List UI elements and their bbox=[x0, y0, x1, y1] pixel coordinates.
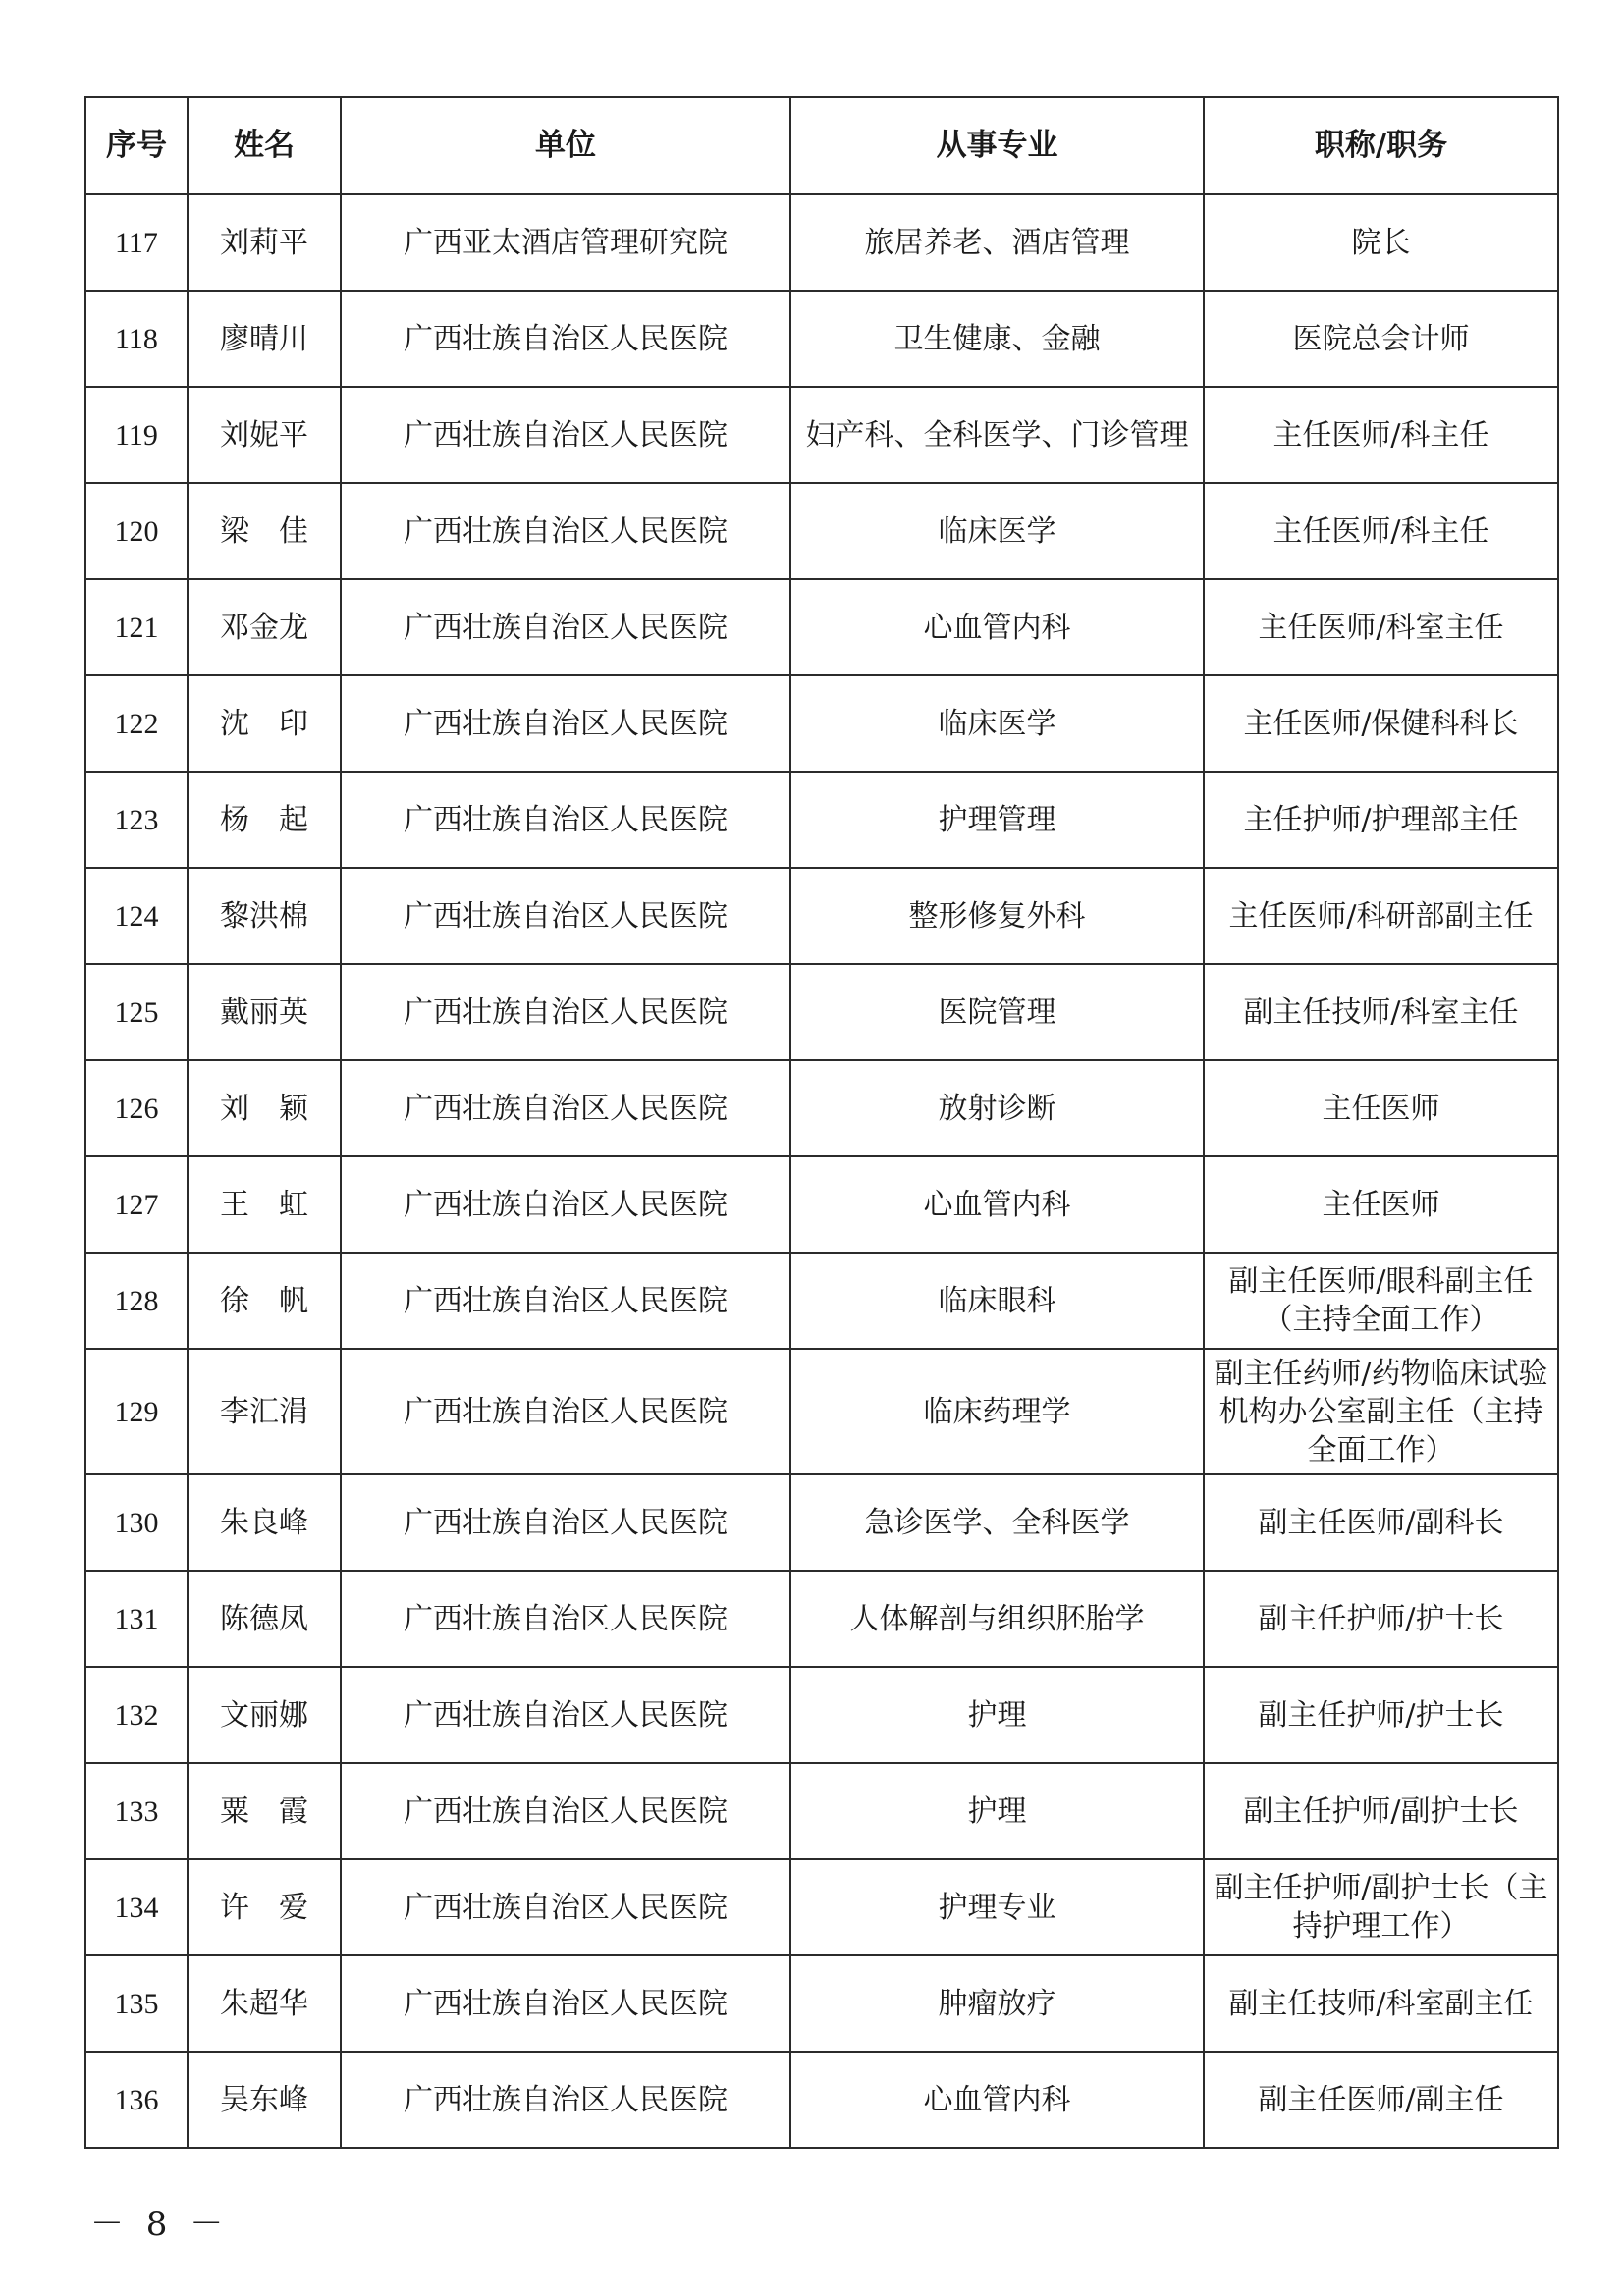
cell-major: 整形修复外科 bbox=[790, 868, 1204, 964]
header-unit: 单位 bbox=[341, 97, 790, 194]
table-row bbox=[85, 1955, 1558, 2052]
cell-name: 许 爱 bbox=[188, 1859, 341, 1955]
cell-major: 旅居养老、酒店管理 bbox=[790, 194, 1204, 291]
cell-seq: 132 bbox=[85, 1667, 188, 1763]
cell-name: 文丽娜 bbox=[188, 1667, 341, 1763]
table-row bbox=[85, 1253, 1558, 1349]
cell-name: 陈德凤 bbox=[188, 1571, 341, 1667]
table-row bbox=[85, 1060, 1558, 1156]
cell-major: 护理专业 bbox=[790, 1859, 1204, 1955]
table-row bbox=[85, 772, 1558, 868]
roster-table bbox=[84, 96, 1559, 2149]
cell-title: 主任医师/科主任 bbox=[1204, 387, 1558, 483]
table-row bbox=[85, 1763, 1558, 1859]
page-number: － 8 － bbox=[90, 2205, 230, 2244]
cell-major: 临床医学 bbox=[790, 675, 1204, 772]
cell-unit: 广西亚太酒店管理研究院 bbox=[341, 194, 790, 291]
cell-unit: 广西壮族自治区人民医院 bbox=[341, 868, 790, 964]
cell-seq: 136 bbox=[85, 2052, 188, 2148]
cell-name: 戴丽英 bbox=[188, 964, 341, 1060]
cell-name: 黎洪棉 bbox=[188, 868, 341, 964]
cell-major: 卫生健康、金融 bbox=[790, 291, 1204, 387]
cell-major: 放射诊断 bbox=[790, 1060, 1204, 1156]
table-row bbox=[85, 868, 1558, 964]
cell-major: 护理管理 bbox=[790, 772, 1204, 868]
cell-unit: 广西壮族自治区人民医院 bbox=[341, 1060, 790, 1156]
table-row bbox=[85, 675, 1558, 772]
cell-unit: 广西壮族自治区人民医院 bbox=[341, 772, 790, 868]
cell-seq: 121 bbox=[85, 579, 188, 675]
cell-unit: 广西壮族自治区人民医院 bbox=[341, 964, 790, 1060]
table-row bbox=[85, 1667, 1558, 1763]
cell-seq: 129 bbox=[85, 1349, 188, 1474]
cell-unit: 广西壮族自治区人民医院 bbox=[341, 291, 790, 387]
cell-title: 主任医师 bbox=[1204, 1060, 1558, 1156]
cell-title: 副主任护师/护士长 bbox=[1204, 1571, 1558, 1667]
cell-title: 主任护师/护理部主任 bbox=[1204, 772, 1558, 868]
cell-unit: 广西壮族自治区人民医院 bbox=[341, 1156, 790, 1253]
cell-major: 心血管内科 bbox=[790, 1156, 1204, 1253]
cell-name: 朱超华 bbox=[188, 1955, 341, 2052]
header-major: 从事专业 bbox=[790, 97, 1204, 194]
cell-major: 医院管理 bbox=[790, 964, 1204, 1060]
cell-seq: 120 bbox=[85, 483, 188, 579]
cell-unit: 广西壮族自治区人民医院 bbox=[341, 1667, 790, 1763]
cell-major: 护理 bbox=[790, 1763, 1204, 1859]
cell-unit: 广西壮族自治区人民医院 bbox=[341, 2052, 790, 2148]
cell-unit: 广西壮族自治区人民医院 bbox=[341, 579, 790, 675]
cell-unit: 广西壮族自治区人民医院 bbox=[341, 1955, 790, 2052]
cell-title: 副主任医师/副科长 bbox=[1204, 1474, 1558, 1571]
cell-name: 王 虹 bbox=[188, 1156, 341, 1253]
cell-unit: 广西壮族自治区人民医院 bbox=[341, 483, 790, 579]
cell-seq: 128 bbox=[85, 1253, 188, 1349]
cell-seq: 118 bbox=[85, 291, 188, 387]
cell-name: 杨 起 bbox=[188, 772, 341, 868]
table-row bbox=[85, 1156, 1558, 1253]
cell-title: 主任医师 bbox=[1204, 1156, 1558, 1253]
cell-name: 廖晴川 bbox=[188, 291, 341, 387]
cell-major: 妇产科、全科医学、门诊管理 bbox=[790, 387, 1204, 483]
cell-seq: 126 bbox=[85, 1060, 188, 1156]
cell-major: 临床眼科 bbox=[790, 1253, 1204, 1349]
cell-name: 吴东峰 bbox=[188, 2052, 341, 2148]
cell-unit: 广西壮族自治区人民医院 bbox=[341, 1763, 790, 1859]
table-row bbox=[85, 194, 1558, 291]
cell-title: 副主任医师/眼科副主任（主持全面工作） bbox=[1204, 1253, 1558, 1349]
cell-seq: 125 bbox=[85, 964, 188, 1060]
cell-title: 副主任护师/护士长 bbox=[1204, 1667, 1558, 1763]
table-row bbox=[85, 387, 1558, 483]
table-row bbox=[85, 964, 1558, 1060]
header-name: 姓名 bbox=[188, 97, 341, 194]
cell-seq: 133 bbox=[85, 1763, 188, 1859]
table-row bbox=[85, 291, 1558, 387]
table-row bbox=[85, 483, 1558, 579]
cell-title: 主任医师/科主任 bbox=[1204, 483, 1558, 579]
cell-seq: 122 bbox=[85, 675, 188, 772]
table-row bbox=[85, 1571, 1558, 1667]
cell-unit: 广西壮族自治区人民医院 bbox=[341, 1349, 790, 1474]
cell-name: 徐 帆 bbox=[188, 1253, 341, 1349]
cell-title: 副主任医师/副主任 bbox=[1204, 2052, 1558, 2148]
cell-title: 医院总会计师 bbox=[1204, 291, 1558, 387]
cell-major: 临床药理学 bbox=[790, 1349, 1204, 1474]
cell-major: 护理 bbox=[790, 1667, 1204, 1763]
cell-title: 副主任护师/副护士长 bbox=[1204, 1763, 1558, 1859]
table-header-row bbox=[85, 97, 1558, 194]
cell-unit: 广西壮族自治区人民医院 bbox=[341, 1859, 790, 1955]
cell-unit: 广西壮族自治区人民医院 bbox=[341, 387, 790, 483]
table-row bbox=[85, 1859, 1558, 1955]
cell-title: 副主任药师/药物临床试验机构办公室副主任（主持全面工作） bbox=[1204, 1349, 1558, 1474]
cell-title: 主任医师/保健科科长 bbox=[1204, 675, 1558, 772]
cell-major: 人体解剖与组织胚胎学 bbox=[790, 1571, 1204, 1667]
cell-seq: 134 bbox=[85, 1859, 188, 1955]
cell-unit: 广西壮族自治区人民医院 bbox=[341, 675, 790, 772]
cell-title: 院长 bbox=[1204, 194, 1558, 291]
table-row bbox=[85, 579, 1558, 675]
cell-title: 主任医师/科室主任 bbox=[1204, 579, 1558, 675]
header-title: 职称/职务 bbox=[1204, 97, 1558, 194]
table-row bbox=[85, 2052, 1558, 2148]
table-body bbox=[85, 194, 1558, 2148]
cell-unit: 广西壮族自治区人民医院 bbox=[341, 1253, 790, 1349]
cell-seq: 135 bbox=[85, 1955, 188, 2052]
cell-seq: 117 bbox=[85, 194, 188, 291]
cell-seq: 123 bbox=[85, 772, 188, 868]
cell-name: 李汇涓 bbox=[188, 1349, 341, 1474]
cell-major: 心血管内科 bbox=[790, 579, 1204, 675]
cell-seq: 127 bbox=[85, 1156, 188, 1253]
cell-unit: 广西壮族自治区人民医院 bbox=[341, 1474, 790, 1571]
cell-major: 急诊医学、全科医学 bbox=[790, 1474, 1204, 1571]
cell-title: 主任医师/科研部副主任 bbox=[1204, 868, 1558, 964]
cell-title: 副主任技师/科室副主任 bbox=[1204, 1955, 1558, 2052]
table-row bbox=[85, 1349, 1558, 1474]
cell-title: 副主任护师/副护士长（主持护理工作） bbox=[1204, 1859, 1558, 1955]
header-seq: 序号 bbox=[85, 97, 188, 194]
cell-unit: 广西壮族自治区人民医院 bbox=[341, 1571, 790, 1667]
cell-name: 刘妮平 bbox=[188, 387, 341, 483]
cell-name: 朱良峰 bbox=[188, 1474, 341, 1571]
cell-name: 梁 佳 bbox=[188, 483, 341, 579]
cell-name: 刘 颖 bbox=[188, 1060, 341, 1156]
cell-name: 邓金龙 bbox=[188, 579, 341, 675]
cell-major: 肿瘤放疗 bbox=[790, 1955, 1204, 2052]
cell-major: 心血管内科 bbox=[790, 2052, 1204, 2148]
cell-major: 临床医学 bbox=[790, 483, 1204, 579]
cell-seq: 124 bbox=[85, 868, 188, 964]
cell-seq: 131 bbox=[85, 1571, 188, 1667]
table-row bbox=[85, 1474, 1558, 1571]
cell-seq: 119 bbox=[85, 387, 188, 483]
cell-name: 沈 印 bbox=[188, 675, 341, 772]
cell-name: 刘莉平 bbox=[188, 194, 341, 291]
cell-name: 粟 霞 bbox=[188, 1763, 341, 1859]
cell-seq: 130 bbox=[85, 1474, 188, 1571]
cell-title: 副主任技师/科室主任 bbox=[1204, 964, 1558, 1060]
